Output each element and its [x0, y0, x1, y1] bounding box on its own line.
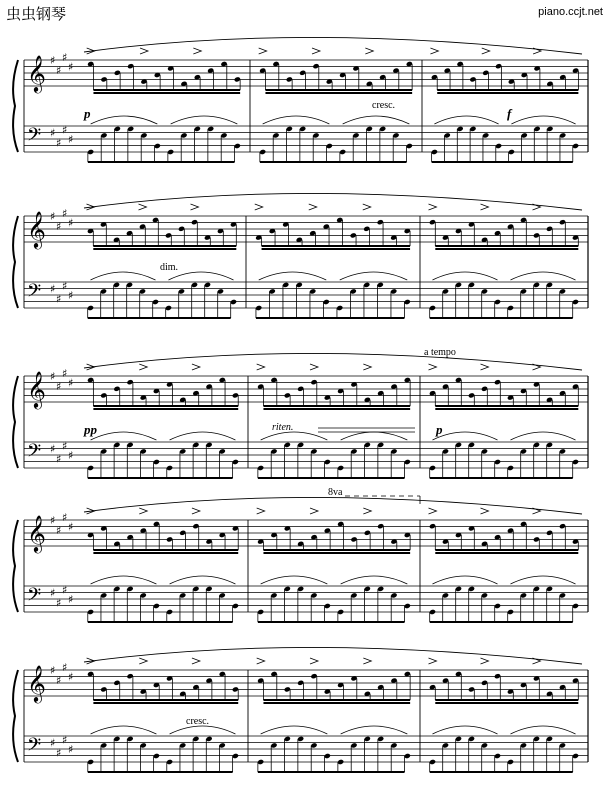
sharp-icon: ♯ [50, 664, 56, 677]
sharp-icon: ♯ [68, 133, 74, 146]
accent-mark [429, 204, 437, 210]
accent-mark [363, 658, 371, 664]
system-3 [13, 347, 588, 478]
bass-staff [24, 123, 588, 152]
expression-mark: riten. [272, 422, 294, 433]
expression-mark: dim. [160, 262, 179, 273]
slur [511, 576, 576, 584]
sharp-icon: ♯ [50, 282, 56, 296]
slur [91, 576, 157, 584]
slur [341, 576, 408, 584]
slur [511, 116, 575, 124]
slur [261, 726, 328, 734]
sharp-icon: ♯ [62, 439, 68, 453]
sharp-icon: ♯ [56, 63, 62, 77]
site-name: 虫虫钢琴 [6, 5, 67, 23]
accent-mark [481, 364, 489, 370]
slur [170, 432, 236, 440]
accent-mark [481, 658, 489, 664]
sharp-icon: ♯ [56, 596, 62, 610]
slur [343, 116, 410, 124]
slur [433, 726, 498, 734]
expression-mark: cresc. [186, 716, 210, 727]
accent-mark [429, 658, 437, 664]
accent-mark [363, 364, 371, 370]
accent-mark [429, 508, 437, 514]
brace [13, 520, 18, 612]
phrase-slur [84, 497, 582, 514]
sharp-icon: ♯ [62, 583, 68, 597]
accent-mark [363, 508, 371, 514]
sharp-icon: ♯ [68, 520, 74, 534]
sharp-icon: ♯ [50, 210, 56, 223]
accent-mark [310, 364, 318, 370]
slur [170, 576, 236, 584]
phrase-slur [84, 37, 582, 54]
treble-staff [24, 367, 588, 409]
slur [434, 116, 498, 124]
treble-staff [24, 511, 588, 553]
sharp-icon: ♯ [62, 279, 68, 293]
sharp-icon: ♯ [56, 136, 62, 150]
bass-clef-icon: 𝄢 [27, 441, 42, 466]
treble-clef-icon: 𝄞 [27, 370, 46, 408]
accent-mark [365, 48, 373, 54]
slur [91, 116, 158, 124]
treble-clef-icon: 𝄞 [27, 514, 46, 552]
slur [91, 726, 157, 734]
accent-mark [139, 508, 147, 514]
phrase-slur [84, 193, 582, 210]
accent-mark [259, 48, 267, 54]
sharp-icon: ♯ [62, 366, 68, 380]
sharp-icon: ♯ [56, 379, 62, 393]
sharp-icon: ♯ [62, 123, 68, 137]
accent-mark [257, 364, 265, 370]
accent-mark [430, 48, 438, 54]
sharp-icon: ♯ [50, 514, 56, 527]
accent-mark [481, 508, 489, 514]
brace [13, 216, 18, 308]
bass-staff [24, 583, 588, 612]
sharp-icon: ♯ [56, 219, 62, 233]
accent-mark [139, 364, 147, 370]
sharp-icon: ♯ [68, 216, 74, 230]
slur [261, 576, 328, 584]
bass-clef-icon: 𝄢 [27, 281, 42, 306]
slur [170, 726, 236, 734]
slur [433, 272, 498, 280]
slur [511, 272, 576, 280]
sharp-icon: ♯ [56, 292, 62, 306]
system-5 [13, 647, 588, 772]
slur [341, 726, 408, 734]
bass-clef-icon: 𝄢 [27, 585, 42, 610]
expression-mark: 8va [328, 487, 343, 498]
system-1 [13, 37, 588, 162]
system-2 [13, 193, 588, 318]
accent-mark [363, 204, 371, 210]
sharp-icon: ♯ [62, 660, 68, 674]
sharp-icon: ♯ [50, 370, 56, 383]
expression-mark: p [436, 422, 443, 437]
expression-mark: f [507, 106, 512, 121]
accent-mark [139, 204, 147, 210]
treble-staff [24, 661, 588, 703]
sharp-icon: ♯ [50, 442, 56, 456]
sharp-icon: ♯ [50, 126, 56, 140]
accent-mark [255, 204, 263, 210]
bass-staff [24, 733, 588, 762]
treble-clef-icon: 𝄞 [27, 664, 46, 702]
bass-staff [24, 439, 588, 468]
accent-mark [310, 658, 318, 664]
sharp-icon: ♯ [68, 670, 74, 684]
accent-mark [482, 48, 490, 54]
accent-mark [193, 48, 201, 54]
slur [259, 272, 327, 280]
slur [263, 116, 330, 124]
slur [261, 432, 328, 440]
expression-mark: cresc. [372, 100, 396, 111]
slur [340, 272, 408, 280]
sharp-icon: ♯ [62, 50, 68, 64]
sharp-icon: ♯ [68, 289, 74, 302]
sharp-icon: ♯ [68, 449, 74, 462]
sharp-icon: ♯ [56, 746, 62, 760]
sharp-icon: ♯ [50, 736, 56, 750]
accent-mark [481, 204, 489, 210]
slur [91, 272, 156, 280]
phrase-slur [84, 353, 582, 370]
slur [169, 272, 234, 280]
accent-mark [191, 204, 199, 210]
sharp-icon: ♯ [62, 510, 68, 524]
brace [13, 376, 18, 468]
brace [13, 60, 18, 152]
slur [341, 432, 408, 440]
sharp-icon: ♯ [62, 206, 68, 220]
slur [511, 726, 576, 734]
treble-staff [24, 51, 588, 93]
system-4 [13, 487, 588, 622]
sharp-icon: ♯ [50, 54, 56, 67]
slur [511, 432, 576, 440]
accent-mark [309, 204, 317, 210]
slur [171, 116, 238, 124]
accent-mark [192, 508, 200, 514]
sharp-icon: ♯ [68, 743, 74, 756]
accent-mark [310, 508, 318, 514]
accent-mark [257, 658, 265, 664]
bass-clef-icon: 𝄢 [27, 125, 42, 150]
slur [433, 576, 498, 584]
sharp-icon: ♯ [56, 452, 62, 466]
sharp-icon: ♯ [56, 523, 62, 537]
treble-staff [24, 207, 588, 249]
sharp-icon: ♯ [68, 593, 74, 606]
sharp-icon: ♯ [56, 673, 62, 687]
brace [13, 670, 18, 762]
accent-mark [192, 658, 200, 664]
sharp-icon: ♯ [68, 60, 74, 74]
bass-clef-icon: 𝄢 [27, 735, 42, 760]
expression-mark: a tempo [424, 347, 456, 358]
sharp-icon: ♯ [68, 376, 74, 390]
slur [91, 432, 157, 440]
bass-staff [24, 279, 588, 308]
treble-clef-icon: 𝄞 [27, 210, 46, 248]
expression-mark: pp [84, 422, 97, 437]
accent-mark [312, 48, 320, 54]
site-url: piano.ccjt.net [538, 6, 603, 18]
accent-mark [192, 364, 200, 370]
accent-mark [429, 364, 437, 370]
phrase-slur [84, 647, 582, 664]
accent-mark [140, 48, 148, 54]
sharp-icon: ♯ [62, 733, 68, 747]
accent-mark [257, 508, 265, 514]
accent-mark [139, 658, 147, 664]
treble-clef-icon: 𝄞 [27, 54, 46, 92]
sharp-icon: ♯ [50, 586, 56, 600]
expression-mark: p [84, 106, 91, 121]
